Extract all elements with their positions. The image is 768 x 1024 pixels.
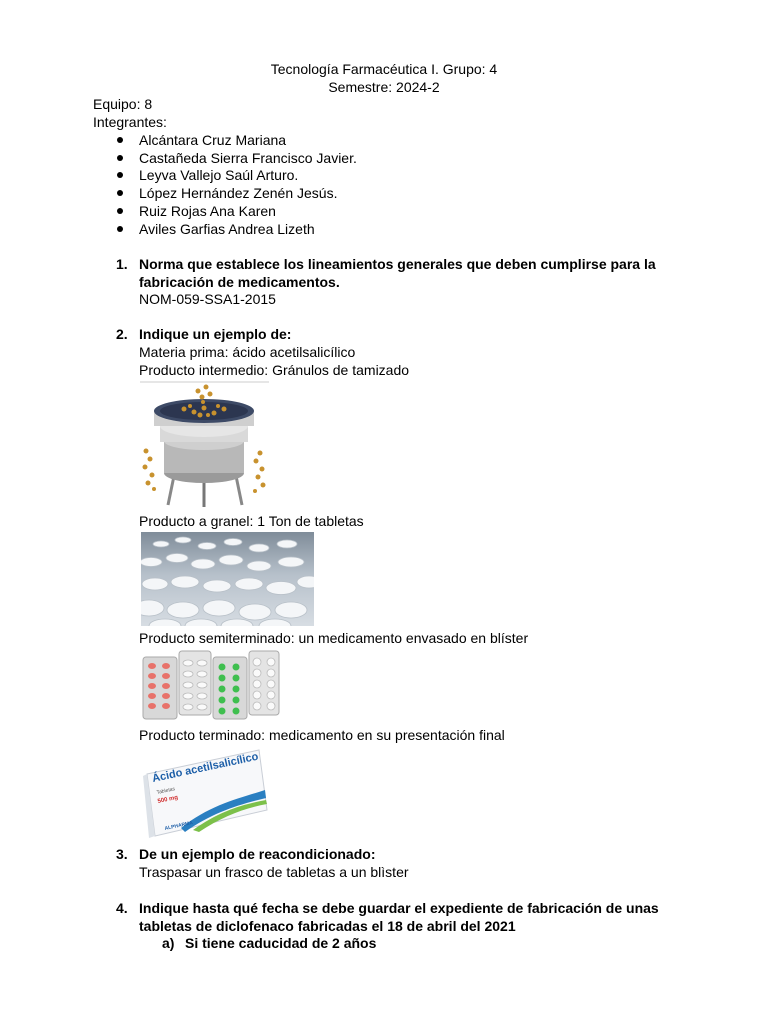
blister-packs-image (141, 649, 281, 721)
list-item: Alcántara Cruz Mariana (139, 132, 287, 148)
sub-question-label: a) (162, 935, 175, 951)
semester-line: Semestre: 2024-2 (328, 79, 440, 95)
box-form: Tabletas (156, 786, 176, 796)
question-2-text: Indique un ejemplo de: (139, 326, 292, 342)
sub-question-text: Si tiene caducidad de 2 años (185, 935, 377, 951)
question-4-text-cont: tabletas de diclofenaco fabricadas el 18 de abril del 2021 (139, 918, 516, 934)
producto-terminado-answer: Producto terminado: medicamento en su presentación final (139, 727, 505, 743)
question-3-text: De un ejemplo de reacondicionado: (139, 846, 376, 862)
list-item: López Hernández Zenén Jesús. (139, 185, 338, 201)
bullet-icon (117, 172, 123, 178)
producto-granel-answer: Producto a granel: 1 Ton de tabletas (139, 513, 364, 529)
producto-semiterminado-answer: Producto semiterminado: un medicamento envasado en blíster (139, 630, 529, 646)
question-number: 1. (116, 256, 128, 272)
producto-intermedio-answer: Producto intermedio: Gránulos de tamizado (139, 362, 410, 378)
list-item: Ruiz Rojas Ana Karen (139, 203, 276, 219)
question-4-text: Indique hasta qué fecha se debe guardar el expediente de fabricación de unas (139, 900, 659, 916)
bullet-icon (117, 155, 123, 161)
list-item: Aviles Garfias Andrea Lizeth (139, 221, 315, 237)
team-number: Equipo: 8 (93, 96, 153, 112)
question-number: 4. (116, 900, 128, 916)
question-1-answer: NOM-059-SSA1-2015 (139, 291, 276, 307)
materia-prima-answer: Materia prima: ácido acetilsalicílico (139, 344, 356, 360)
question-1-text-cont: fabricación de medicamentos. (139, 274, 340, 290)
box-product-name: Ácido acetilsalicílico (151, 750, 260, 785)
members-label: Integrantes: (93, 114, 167, 130)
bulk-tablets-image (141, 532, 314, 626)
bullet-icon (117, 208, 123, 214)
medicine-box-image (141, 746, 269, 839)
bullet-icon (117, 226, 123, 232)
question-number: 2. (116, 326, 128, 342)
sieve-granules-image (140, 381, 269, 509)
bullet-icon (117, 190, 123, 196)
list-item: Leyva Vallejo Saúl Arturo. (139, 167, 299, 183)
list-item: Castañeda Sierra Francisco Javier. (139, 150, 357, 166)
document-title: Tecnología Farmacéutica I. Grupo: 4 (270, 61, 498, 77)
question-1-text: Norma que establece los lineamientos generales que deben cumplirse para la (139, 256, 656, 272)
question-number: 3. (116, 846, 128, 862)
question-3-answer: Traspasar un frasco de tabletas a un blìster (139, 864, 409, 880)
box-dose: 500 mg (157, 794, 179, 805)
bullet-icon (117, 137, 123, 143)
box-brand-logo: ALPHARMA (164, 820, 194, 832)
